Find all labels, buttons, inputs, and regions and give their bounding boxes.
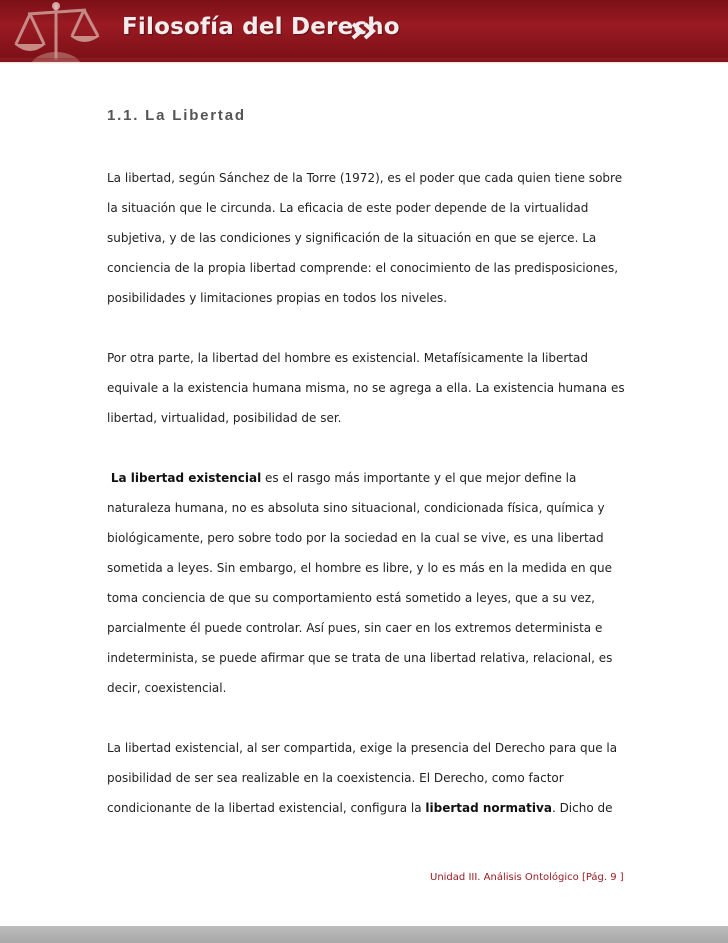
paragraph-line: parcialmente él puede controlar. Así pues, sin caer en los extremos determinista e bbox=[107, 621, 603, 635]
bold-term: La libertad existencial bbox=[110, 471, 262, 485]
document-body bbox=[107, 163, 667, 823]
bold-term: libertad normativa bbox=[425, 801, 552, 815]
paragraph-line: posibilidad de ser sea realizable en la coexistencia. El Derecho, como factor bbox=[107, 771, 564, 785]
paragraph-line: indeterminista, se puede afirmar que se trata de una libertad relativa, relacional, es bbox=[107, 651, 613, 665]
paragraph-line: La libertad existencial, al ser compartida, exige la presencia del Derecho para que la bbox=[107, 741, 618, 755]
paragraph-line: la situación que le circunda. La eficacia de este poder depende de la virtualidad bbox=[107, 201, 589, 215]
paragraph-line: libertad, virtualidad, posibilidad de ser. bbox=[107, 411, 342, 425]
page-header bbox=[0, 0, 728, 62]
scales-of-justice-icon bbox=[6, 0, 116, 62]
paragraph-line: biológicamente, pero sobre todo por la sociedad en la cual se vive, es una libertad bbox=[107, 531, 604, 545]
section-title: 1.1. La Libertad bbox=[107, 107, 246, 124]
paragraph-line: equivale a la existencia humana misma, no se agrega a ella. La existencia humana es bbox=[107, 381, 625, 395]
paragraph-line: toma conciencia de que su comportamiento está sometido a leyes, que a su vez, bbox=[107, 591, 595, 605]
paragraph-line: La libertad, según Sánchez de la Torre (1972), es el poder que cada quien tiene sobre bbox=[107, 171, 623, 185]
bottom-bar bbox=[0, 926, 728, 943]
paragraph-line: decir, coexistencial. bbox=[107, 681, 227, 695]
double-chevron-right-icon bbox=[351, 22, 381, 40]
paragraph-text: condicionante de la libertad existencial, configura la bbox=[107, 801, 426, 815]
paragraph-line: posibilidades y limitaciones propias en todos los niveles. bbox=[107, 291, 448, 305]
paragraph-line: conciencia de la propia libertad comprende: el conocimiento de las predisposiciones, bbox=[107, 261, 619, 275]
paragraph-line: subjetiva, y de las condiciones y significación de la situación en que se ejerce. La bbox=[107, 231, 597, 245]
paragraph-text: . Dicho de bbox=[551, 801, 613, 815]
paragraph-line: Por otra parte, la libertad del hombre es existencial. Metafísicamente la libertad bbox=[107, 351, 589, 365]
header-title: Filosofía del Derecho bbox=[122, 14, 400, 40]
page-footer: Unidad III. Análisis Ontológico [Pág. 9 ] bbox=[430, 872, 624, 883]
paragraph-line bbox=[107, 463, 667, 493]
paragraph-text: es el rasgo más importante y el que mejor define la bbox=[261, 471, 577, 485]
paragraph-line: naturaleza humana, no es absoluta sino situacional, condicionada física, química y bbox=[107, 501, 605, 515]
header-shadow bbox=[0, 58, 728, 64]
paragraph-line: sometida a leyes. Sin embargo, el hombre es libre, y lo es más en la medida en que bbox=[107, 561, 613, 575]
paragraph-line bbox=[107, 793, 667, 823]
